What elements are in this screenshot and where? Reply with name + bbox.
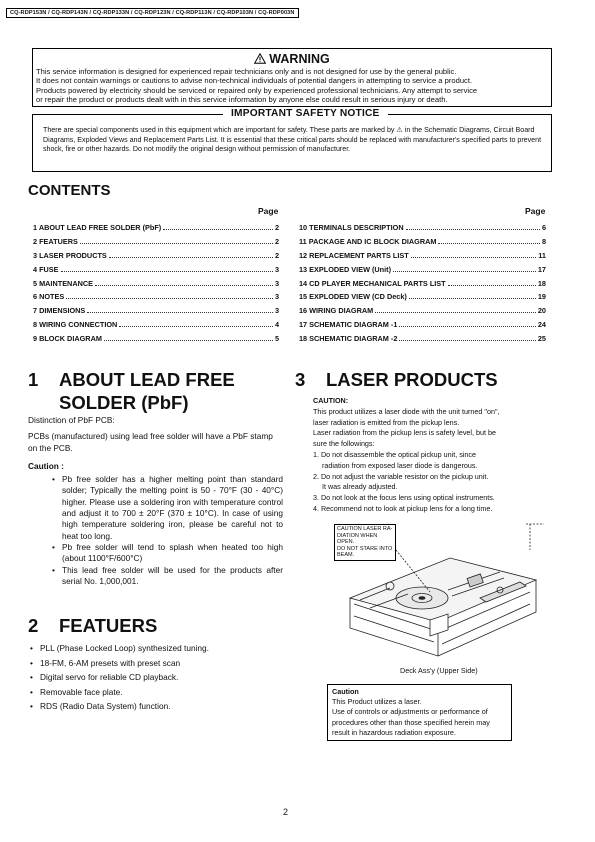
text-line: This product utilizes a laser diode with the unit turned "on", xyxy=(313,406,500,416)
toc-entry[interactable] xyxy=(299,306,546,320)
toc-leader xyxy=(80,238,273,244)
toc-entry-page: 2 xyxy=(274,223,279,232)
list-item: • Removable face plate. xyxy=(28,685,283,700)
toc-leader xyxy=(95,280,273,286)
toc-entry-page: 24 xyxy=(537,320,546,330)
model-list-header: CQ-RDP153N / CQ-RDP143N / CQ-RDP133N / CQ-RDP123N / CQ-RDP113N / CQ-RDP103N / CQ-RDP003N xyxy=(6,8,299,18)
toc-entry-title: 12 REPLACEMENT PARTS LIST xyxy=(299,250,409,260)
toc-entry-title: 13 EXPLODED VIEW (Unit) xyxy=(299,264,392,274)
toc-entry-page: 6 xyxy=(541,223,546,232)
toc-left-column xyxy=(33,223,279,348)
toc-entry-page: 25 xyxy=(537,334,546,344)
toc-entry-page: 5 xyxy=(274,334,279,344)
toc-entry-page: 17 xyxy=(537,264,546,274)
safety-notice-title: IMPORTANT SAFETY NOTICE xyxy=(223,108,388,119)
toc-leader xyxy=(66,293,273,299)
label-line: BEAM. xyxy=(337,552,355,559)
warning-line: This service information is designed for experienced repair technicians only and is not designed for use by the general public. xyxy=(36,67,457,76)
toc-leader xyxy=(448,280,536,286)
toc-entry[interactable] xyxy=(33,306,279,320)
warning-title-text: WARNING xyxy=(269,52,330,66)
toc-entry-title: 3 LASER PRODUCTS xyxy=(33,250,107,260)
toc-entry-page: 2 xyxy=(274,236,279,246)
safety-notice-box xyxy=(32,108,552,172)
toc-entry-title: 2 FEATUERS xyxy=(33,236,78,246)
warning-line: or repair the product or products dealt with in this service information by anyone else could result in serious injury or death. xyxy=(36,95,448,105)
toc-entry-title: 15 EXPLODED VIEW (CD Deck) xyxy=(299,292,407,302)
toc-entry-title: 6 NOTES xyxy=(33,292,65,302)
toc-entry-title: 5 MAINTENANCE xyxy=(33,278,93,288)
toc-entry[interactable] xyxy=(33,251,279,265)
warning-line: Products powered by electricity should be serviced or repaired only by experienced professional technicians. Any attempt to service xyxy=(36,85,478,95)
toc-entry[interactable] xyxy=(33,265,279,279)
paragraph: Distinction of PbF PCB: xyxy=(28,415,115,425)
toc-entry[interactable] xyxy=(299,237,546,251)
caution-box-line: procedures other than those specified herein may xyxy=(332,717,490,727)
laser-warning-label xyxy=(334,524,396,561)
toc-entry[interactable] xyxy=(299,292,546,306)
toc-entry[interactable] xyxy=(33,223,279,237)
deck-caption: Deck Ass'y (Upper Side) xyxy=(400,666,478,675)
laser-caution xyxy=(313,396,500,515)
text-line: 3. Do not look at the focus lens using optical instruments. xyxy=(313,493,495,503)
contents-heading: CONTENTS xyxy=(28,182,111,199)
list-item: • 18-FM, 6-AM presets with preset scan xyxy=(28,656,283,671)
caution-box-line: result in hazardous radiation exposure. xyxy=(332,727,456,737)
label-line: DIATION WHEN OPEN. xyxy=(337,532,378,546)
text-line: laser radiation is emitted from the pickup lens. xyxy=(313,417,460,427)
toc-leader xyxy=(104,335,273,341)
caution-label: CAUTION: xyxy=(313,396,349,405)
toc-entry-page: 11 xyxy=(538,250,546,260)
section-number: 2 xyxy=(28,615,39,636)
toc-entry-title: 11 PACKAGE AND IC BLOCK DIAGRAM xyxy=(299,236,437,246)
warning-box xyxy=(32,48,552,107)
laser-caution-box xyxy=(327,684,512,741)
safety-notice-text: There are special components used in this equipment which are important for safety. These parts are marked by ⚠ in the Schematic Diagrams, Circuit Board Diagrams, Exploded Views and Replacement Parts List. It is essential that these critical parts should be replaced with manufacturer's specified parts to prevent shock, fire or other hazards. Do not modify the original design without permission of manufacturer. xyxy=(43,126,542,154)
toc-entry[interactable] xyxy=(33,279,279,293)
text-line: sure the followings: xyxy=(313,439,375,449)
toc-entry[interactable] xyxy=(33,320,279,334)
toc-leader xyxy=(163,224,273,230)
toc-entry-page: 2 xyxy=(274,250,279,260)
caution-box-line: Use of controls or adjustments or performance of xyxy=(332,707,488,717)
text-line: radiation from exposed laser diode is dangerous. xyxy=(322,460,478,470)
toc-entry-title: 1 ABOUT LEAD FREE SOLDER (PbF) xyxy=(33,223,162,232)
text-line: 2. Do not adjust the variable resistor on the pickup unit. xyxy=(313,471,489,481)
section-title: FEATUERS xyxy=(59,615,158,636)
toc-leader xyxy=(87,307,273,313)
toc-leader xyxy=(411,252,537,258)
text-line: 1. Do not disassemble the optical pickup unit, since xyxy=(313,449,477,459)
toc-entry[interactable] xyxy=(299,265,546,279)
toc-leader xyxy=(399,335,535,341)
toc-leader xyxy=(406,224,540,230)
toc-leader xyxy=(375,307,536,313)
section-title: LASER PRODUCTS xyxy=(326,369,498,390)
list-item: • This lead free solder will be used for the products after serial No. 1,000,001. xyxy=(50,565,283,588)
toc-entry-title: 7 DIMENSIONS xyxy=(33,306,86,316)
toc-entry-page: 3 xyxy=(274,306,279,316)
page-column-label: Page xyxy=(258,206,279,216)
toc-leader xyxy=(109,252,273,258)
warning-line: It does not contain warnings or cautions to advise non-technical individuals of potential dangers in attempting to service a product. xyxy=(36,76,473,86)
label-line: DO NOT STARE INTO xyxy=(337,545,393,552)
list-item: • Pb free solder has a higher melting point than standard solder; Typically the melting point is 50 - 70°F (30 - 40°C) higher. Please use a soldering iron with temperature control and adjust it to 700 ± 20°F (370 ± 10°C). In case of using high temperature soldering iron, please be careful not to heat too long. xyxy=(50,474,283,542)
toc-entry-page: 3 xyxy=(274,292,279,302)
toc-entry[interactable] xyxy=(299,223,546,237)
features-list xyxy=(28,641,283,714)
section-number: 1 xyxy=(28,369,39,390)
toc-leader xyxy=(393,266,536,272)
toc-leader xyxy=(399,321,535,327)
warning-triangle-icon xyxy=(254,53,266,64)
toc-entry-page: 20 xyxy=(537,306,546,316)
caution-label: Caution : xyxy=(28,460,64,471)
section-number: 3 xyxy=(295,369,306,390)
toc-right-column xyxy=(299,223,546,348)
toc-entry-page: 3 xyxy=(274,278,279,288)
toc-entry-title: 4 FUSE xyxy=(33,264,59,274)
toc-entry-page: 3 xyxy=(274,264,279,274)
warning-text xyxy=(36,67,548,105)
toc-entry[interactable] xyxy=(299,320,546,334)
paragraph: PCBs (manufactured) using lead free solder will have a PbF stamp on the PCB. xyxy=(28,431,273,453)
label-line: CAUTION LASER RA- xyxy=(337,526,393,532)
text-line: Laser radiation from the pickup lens is safety level, but be xyxy=(313,428,496,438)
toc-entry[interactable] xyxy=(299,334,546,348)
section-title: ABOUT LEAD FREE xyxy=(59,369,235,390)
section-2-heading xyxy=(28,614,157,637)
caution-box-line: This Product utilizes a laser. xyxy=(332,697,422,707)
caution-list xyxy=(50,474,283,587)
section-3-heading xyxy=(295,368,498,391)
toc-entry[interactable] xyxy=(299,251,546,265)
toc-entry-page: 8 xyxy=(541,236,546,246)
toc-entry-title: 18 SCHEMATIC DIAGRAM -2 xyxy=(299,334,398,344)
text-line: It was already adjusted. xyxy=(322,482,398,492)
list-item: • Pb free solder will tend to splash when heated too high (about 1100°F/600°C) xyxy=(50,542,283,565)
toc-leader xyxy=(438,238,540,244)
section-1-body xyxy=(28,415,283,587)
toc-entry[interactable] xyxy=(33,237,279,251)
page-number: 2 xyxy=(283,807,289,817)
toc-leader xyxy=(119,321,273,327)
toc-leader xyxy=(409,293,536,299)
toc-entry-title: 9 BLOCK DIAGRAM xyxy=(33,334,102,344)
toc-entry-title: 10 TERMINALS DESCRIPTION xyxy=(299,223,404,232)
toc-entry[interactable] xyxy=(33,292,279,306)
toc-entry-page: 4 xyxy=(274,320,279,330)
toc-entry-title: 17 SCHEMATIC DIAGRAM -1 xyxy=(299,320,398,330)
toc-entry[interactable] xyxy=(299,279,546,293)
toc-entry-title: 14 CD PLAYER MECHANICAL PARTS LIST xyxy=(299,278,446,288)
section-1-heading xyxy=(28,368,235,414)
list-item: • PLL (Phase Locked Loop) synthesized tuning. xyxy=(28,641,283,656)
toc-entry-title: 8 WIRING CONNECTION xyxy=(33,320,118,330)
toc-entry-title: 16 WIRING DIAGRAM xyxy=(299,306,374,316)
toc-entry[interactable] xyxy=(33,334,279,348)
section-title: SOLDER (PbF) xyxy=(59,392,189,413)
text-line: 4. Recommend not to look at pickup lens for a long time. xyxy=(313,503,493,513)
toc-entry-page: 18 xyxy=(537,278,546,288)
warning-title xyxy=(33,52,551,66)
toc-entry-page: 19 xyxy=(537,292,546,302)
page-column-label: Page xyxy=(525,206,546,216)
toc-leader xyxy=(61,266,273,272)
list-item: • Digital servo for reliable CD playback. xyxy=(28,670,283,685)
list-item: • RDS (Radio Data System) function. xyxy=(28,699,283,714)
caution-box-title: Caution xyxy=(332,687,359,696)
